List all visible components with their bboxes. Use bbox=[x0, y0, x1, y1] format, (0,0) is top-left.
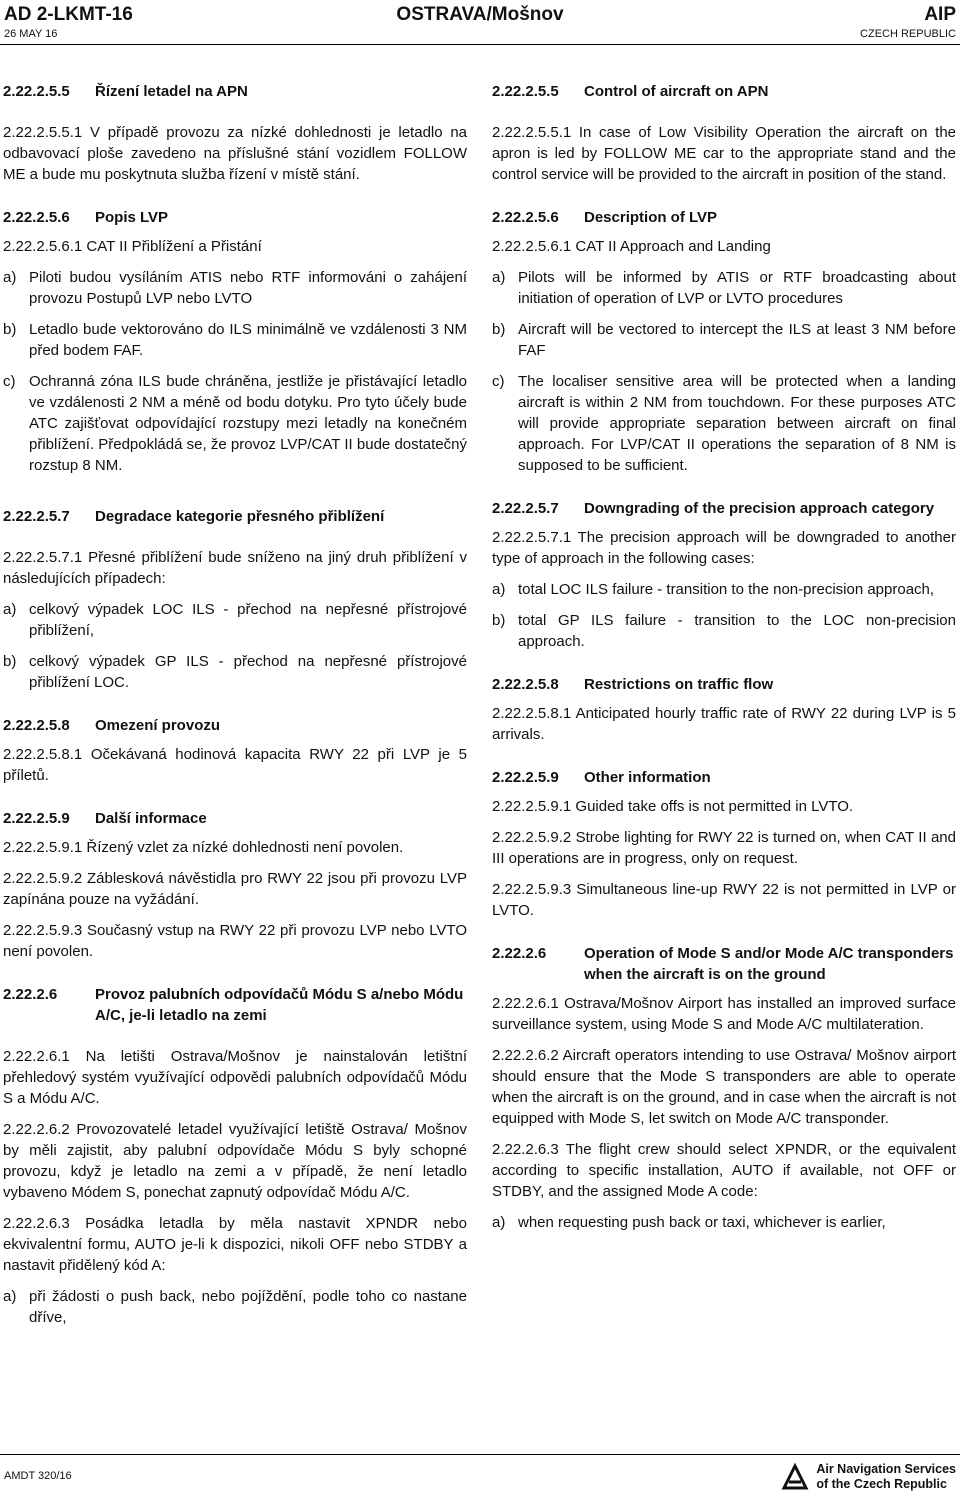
section-heading bbox=[492, 498, 956, 519]
section-number: 2.22.2.6 bbox=[3, 986, 58, 1003]
section-number: 2.22.2.5.5 bbox=[492, 83, 559, 100]
section-title: Restrictions on traffic flow bbox=[584, 676, 774, 693]
header-rule bbox=[0, 44, 960, 45]
paragraph: 2.22.2.5.8.1 Anticipated hourly traffic rate of RWY 22 during LVP is 5 arrivals. bbox=[492, 705, 956, 743]
list-item-label: a) bbox=[3, 601, 17, 618]
section-title: Operation of Mode S and/or Mode A/C transponders when the aircraft is on the ground bbox=[584, 945, 954, 983]
page-title: OSTRAVA/Mošnov bbox=[396, 4, 564, 25]
doc-id: AD 2-LKMT-16 bbox=[4, 4, 133, 25]
paragraph: 2.22.2.6.2 Aircraft operators intending to use Ostrava/ Mošnov airport should ensure that the Mode S transponders are able to operate when the aircraft is on the ground, and in case when the aircraft is not equipped with Mode S, let switch on Mode A/C transponder. bbox=[492, 1047, 956, 1127]
section-heading bbox=[492, 81, 956, 102]
paragraph: 2.22.2.5.6.1 CAT II Approach and Landing bbox=[492, 238, 771, 255]
section-number: 2.22.2.5.9 bbox=[492, 769, 559, 786]
paragraph: 2.22.2.6.3 Posádka letadla by měla nastavit XPNDR nebo ekvivalentní formu, AUTO je-li k dispozici, nikoli OFF nebo STDBY a nastavit přidělený kód A: bbox=[3, 1215, 467, 1274]
list-item bbox=[492, 1212, 956, 1233]
english-column bbox=[492, 81, 956, 1243]
section-heading bbox=[3, 207, 467, 228]
paragraph: 2.22.2.5.7.1 Přesné přiblížení bude sníženo na jiný druh přiblížení v následujících případech: bbox=[3, 549, 467, 587]
paragraph: 2.22.2.5.8.1 Očekávaná hodinová kapacita RWY 22 při LVP je 5 příletů. bbox=[3, 746, 467, 784]
paragraph: 2.22.2.5.5.1 V případě provozu za nízké dohlednosti je letadlo na odbavovací ploše zavedeno na příslušné stání vozidlem FOLLOW ME a bude mu poskytnuta služba řízení v místě stání. bbox=[3, 124, 467, 183]
section-heading bbox=[3, 808, 467, 829]
list-item bbox=[3, 267, 467, 309]
section-heading bbox=[3, 506, 467, 527]
ans-cr-logo-icon bbox=[780, 1462, 810, 1492]
country-label: CZECH REPUBLIC bbox=[860, 28, 956, 40]
section-title: Řízení letadel na APN bbox=[95, 83, 248, 100]
section-title: Description of LVP bbox=[584, 209, 718, 226]
amendment-number: AMDT 320/16 bbox=[4, 1470, 72, 1482]
section-number: 2.22.2.5.8 bbox=[3, 717, 70, 734]
section-heading bbox=[492, 207, 956, 228]
section-title: Další informace bbox=[95, 810, 207, 827]
list-item-text: Ochranná zóna ILS bude chráněna, jestliže je přistávající letadlo ve vzdálenosti 2 NM a méně od bodu dotyku. Pro tyto účely bude ATC zajišťovat odpovídající rozstupy mezi letadly na konečném přiblížení. Předpokládá se, že provoz LVP/CAT II bude dostatečný rozstup 8 NM. bbox=[29, 373, 467, 474]
paragraph: 2.22.2.5.5.1 In case of Low Visibility Operation the aircraft on the apron is led by FOLLOW ME car to the appropriate stand and the control service will be provided to the aircraft in position of the stand. bbox=[492, 124, 956, 183]
section-heading bbox=[3, 81, 467, 102]
org-logo bbox=[780, 1462, 956, 1492]
section-heading bbox=[492, 674, 956, 695]
list-item bbox=[3, 319, 467, 361]
paragraph: 2.22.2.5.7.1 The precision approach will be downgraded to another type of approach in the following cases: bbox=[492, 529, 956, 567]
doc-date: 26 MAY 16 bbox=[4, 28, 58, 40]
section-title: Popis LVP bbox=[95, 209, 169, 226]
org-name-line-1: Air Navigation Services bbox=[816, 1462, 956, 1476]
footer-rule bbox=[0, 1454, 960, 1455]
list-item bbox=[492, 371, 956, 476]
list-item bbox=[492, 610, 956, 652]
paragraph: 2.22.2.6.1 Ostrava/Mošnov Airport has installed an improved surface surveillance system, using Mode S and Mode A/C multilateration. bbox=[492, 995, 956, 1033]
section-number: 2.22.2.5.9 bbox=[3, 810, 70, 827]
list-item-text: when requesting push back or taxi, whichever is earlier, bbox=[518, 1214, 886, 1231]
list-item-text: celkový výpadek GP ILS - přechod na nepřesné přístrojové přiblížení LOC. bbox=[29, 653, 467, 691]
list-item-label: a) bbox=[492, 1214, 506, 1231]
list-item-text: celkový výpadek LOC ILS - přechod na nepřesné přístrojové přiblížení, bbox=[29, 601, 467, 639]
list-item-label: b) bbox=[492, 321, 506, 338]
paragraph: 2.22.2.5.9.3 Současný vstup na RWY 22 při provozu LVP nebo LVTO není povolen. bbox=[3, 922, 467, 960]
list-item bbox=[3, 651, 467, 693]
list-item bbox=[3, 371, 467, 476]
list-item-label: c) bbox=[492, 373, 505, 390]
section-number: 2.22.2.6 bbox=[492, 945, 547, 962]
paragraph: 2.22.2.6.3 The flight crew should select XPNDR, or the equivalent according to specific installation, AUTO if available, not OFF or STDBY, and the assigned Mode A code: bbox=[492, 1141, 956, 1200]
list-item bbox=[3, 1286, 467, 1328]
section-title: Omezení provozu bbox=[95, 717, 221, 734]
list-item-text: Aircraft will be vectored to intercept the ILS at least 3 NM before FAF bbox=[518, 321, 956, 359]
org-name bbox=[816, 1462, 956, 1492]
aip-label: AIP bbox=[924, 4, 956, 25]
list-item-label: a) bbox=[3, 269, 17, 286]
list-item-text: total LOC ILS failure - transition to the non-precision approach, bbox=[518, 581, 935, 598]
list-item-text: Pilots will be informed by ATIS or RTF broadcasting about initiation of operation of LVP or LVTO procedures bbox=[518, 269, 956, 307]
list-item bbox=[492, 579, 956, 600]
section-number: 2.22.2.5.7 bbox=[492, 500, 559, 517]
list-item-label: c) bbox=[3, 373, 16, 390]
paragraph: 2.22.2.5.9.3 Simultaneous line-up RWY 22 is not permitted in LVP or LVTO. bbox=[492, 881, 956, 919]
section-number: 2.22.2.5.8 bbox=[492, 676, 559, 693]
section-number: 2.22.2.5.6 bbox=[3, 209, 70, 226]
paragraph: 2.22.2.5.9.1 Guided take offs is not permitted in LVTO. bbox=[492, 798, 854, 815]
section-heading bbox=[492, 943, 956, 985]
paragraph: 2.22.2.5.6.1 CAT II Přiblížení a Přistání bbox=[3, 238, 262, 255]
list-item-label: a) bbox=[492, 269, 506, 286]
section-number: 2.22.2.5.6 bbox=[492, 209, 559, 226]
list-item bbox=[492, 267, 956, 309]
list-item-text: The localiser sensitive area will be protected when a landing aircraft is within 2 NM from touchdown. For these purposes ATC will provide appropriate separation between aircraft on final approach. For LVP/CAT II operations the separation of 8 NM is supposed to be sufficient. bbox=[518, 373, 956, 474]
list-item bbox=[3, 599, 467, 641]
list-item-label: b) bbox=[3, 321, 17, 338]
list-item-text: total GP ILS failure - transition to the LOC non-precision approach. bbox=[518, 612, 956, 650]
list-item-text: Piloti budou vysíláním ATIS nebo RTF informováni o zahájení provozu Postupů LVP nebo LVTO bbox=[29, 269, 467, 307]
czech-column bbox=[3, 81, 467, 1338]
list-item-text: Letadlo bude vektorováno do ILS minimálně ve vzdálenosti 3 NM před bodem FAF. bbox=[29, 321, 467, 359]
list-item-label: b) bbox=[492, 612, 506, 629]
paragraph: 2.22.2.5.9.1 Řízený vzlet za nízké dohlednosti není povolen. bbox=[3, 839, 404, 856]
section-heading bbox=[3, 984, 467, 1026]
list-item-label: b) bbox=[3, 653, 17, 670]
paragraph: 2.22.2.5.9.2 Záblesková návěstidla pro RWY 22 jsou při provozu LVP zapínána pouze na vyžádání. bbox=[3, 870, 467, 908]
list-item bbox=[492, 319, 956, 361]
paragraph: 2.22.2.6.2 Provozovatelé letadel využívající letiště Ostrava/ Mošnov by měli zajistit, aby palubní odpovídače Módu S byly schopné provozu, když je letadlo na zemi a v případě, že není letadlo vybaveno Módem S, ponechat zapnutý odpovídač Módu A/C. bbox=[3, 1121, 467, 1201]
section-number: 2.22.2.5.7 bbox=[3, 508, 70, 525]
section-title: Degradace kategorie přesného přiblížení bbox=[95, 508, 385, 525]
section-title: Provoz palubních odpovídačů Módu S a/nebo Módu A/C, je-li letadlo na zemi bbox=[95, 986, 464, 1024]
section-title: Control of aircraft on APN bbox=[584, 83, 769, 100]
section-heading bbox=[492, 767, 956, 788]
paragraph: 2.22.2.6.1 Na letišti Ostrava/Mošnov je nainstalován letištní přehledový systém využívající odpovědi palubních odpovídačů Módu S a Módu A/C. bbox=[3, 1048, 467, 1107]
org-name-line-2: of the Czech Republic bbox=[816, 1477, 947, 1491]
list-item-label: a) bbox=[3, 1288, 17, 1305]
section-heading bbox=[3, 715, 467, 736]
section-title: Downgrading of the precision approach category bbox=[584, 500, 935, 517]
list-item-label: a) bbox=[492, 581, 506, 598]
section-number: 2.22.2.5.5 bbox=[3, 83, 70, 100]
section-title: Other information bbox=[584, 769, 711, 786]
paragraph: 2.22.2.5.9.2 Strobe lighting for RWY 22 is turned on, when CAT II and III operations are in progress, only on request. bbox=[492, 829, 956, 867]
list-item-text: při žádosti o push back, nebo pojíždění, podle toho co nastane dříve, bbox=[29, 1288, 467, 1326]
